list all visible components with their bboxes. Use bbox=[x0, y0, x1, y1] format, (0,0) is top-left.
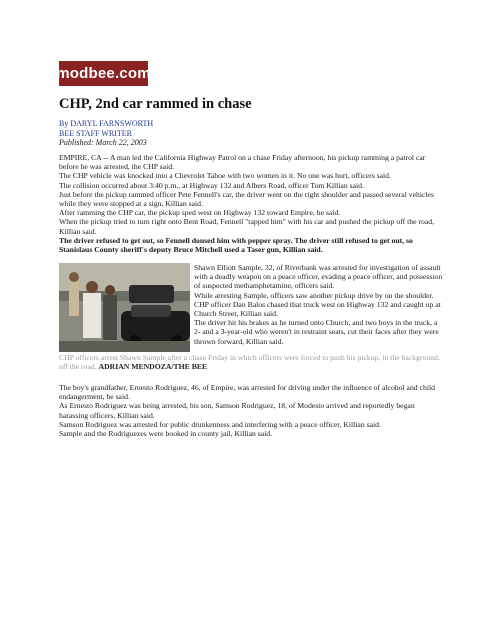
paragraph: While arresting Sample, officers saw another pickup drive by on the shoulder. CHP officer Dan Balos chased that truck west on Highway 132 and caught up at Church Street, Killian said. bbox=[194, 290, 441, 319]
paragraph: Sample and the Rodriguezes were booked in county jail, Killian said. bbox=[59, 429, 273, 439]
paragraph: The driver hit his brakes as he turned onto Church, and two boys in the truck, a 2- and a 3-year-old who weren't in restraint seats, cut their faces after they were thrown forward, Killian said. bbox=[194, 318, 439, 346]
paragraph: The CHP vehicle was knocked into a Chevrolet Tahoe with two women in it. No one was hurt, officers said. bbox=[59, 171, 391, 181]
staff-title: BEE STAFF WRITER bbox=[59, 128, 132, 138]
paragraph: The boy's grandfather, Ernesto Rodriguez, 46, of Empire, was arrested for driving under the influence of alcohol and child endangerment, he said. bbox=[59, 383, 435, 402]
article-headline: CHP, 2nd car rammed in chase bbox=[59, 96, 252, 112]
paragraph: Just before the pickup rammed officer Pete Fennell's car, the driver went on the right shoulder and passed several vehicles while they were stopped at a sign, Killian said. bbox=[59, 189, 434, 209]
article-body-top bbox=[59, 153, 443, 254]
article-body-bottom bbox=[59, 383, 443, 438]
published-date: Published: March 22, 2003 bbox=[59, 138, 147, 148]
author-byline: By DARYL FARNSWORTH bbox=[59, 119, 154, 128]
photo-credit: ADRIAN MENDOZA/THE BEE bbox=[98, 362, 208, 372]
caption-text: CHP officers arrest Shawn Sample after a chase Friday in which officers were forced to push his pickup, in the background, off the road. bbox=[59, 353, 440, 372]
paragraph: As Ernesto Rodriguez was being arrested, his son, Samson Rodriguez, 18, of Modesto arrived and reportedly began harassing officers, Killian said. bbox=[59, 401, 415, 420]
article-body-side bbox=[194, 263, 443, 346]
paragraph: When the pickup tried to turn right onto Bent Road, Fennell "tapped him" with his car and pushed the pickup off the road, Killian said. bbox=[59, 217, 435, 236]
photo-caption bbox=[59, 353, 443, 371]
bold-paragraph: The driver refused to get out, so Fennell doused him with pepper spray. The driver still refused to get out, so Stanislaus County sheriff's deputy Bruce Mitchell used a Taser gun, Killian said. bbox=[59, 235, 413, 255]
paragraph: Shawn Elliott Sample, 32, of Riverbank was arrested for investigation of assault with a deadly weapon on a peace officer, evading a peace officer, and possession of suspected methamphetamine, officers said. bbox=[194, 263, 443, 291]
paragraph: EMPIRE, CA -- A man led the California Highway Patrol on a chase Friday afternoon, his pickup ramming a patrol car before he was arrested, the CHP said. bbox=[59, 153, 426, 172]
site-logo[interactable] bbox=[56, 61, 151, 86]
news-photo bbox=[59, 263, 190, 352]
logo-text: modbee.com bbox=[56, 65, 151, 82]
paragraph: The collision occurred about 3:40 p.m., at Highway 132 and Albers Road, officer Tom Killian said. bbox=[59, 180, 364, 190]
byline-block bbox=[59, 119, 153, 148]
paragraph: Samson Rodriguez was arrested for public drunkenness and interfering with a peace officer, Killian said. bbox=[59, 419, 381, 429]
paragraph: After ramming the CHP car, the pickup sped west on Highway 132 toward Empire, he said. bbox=[59, 208, 341, 218]
